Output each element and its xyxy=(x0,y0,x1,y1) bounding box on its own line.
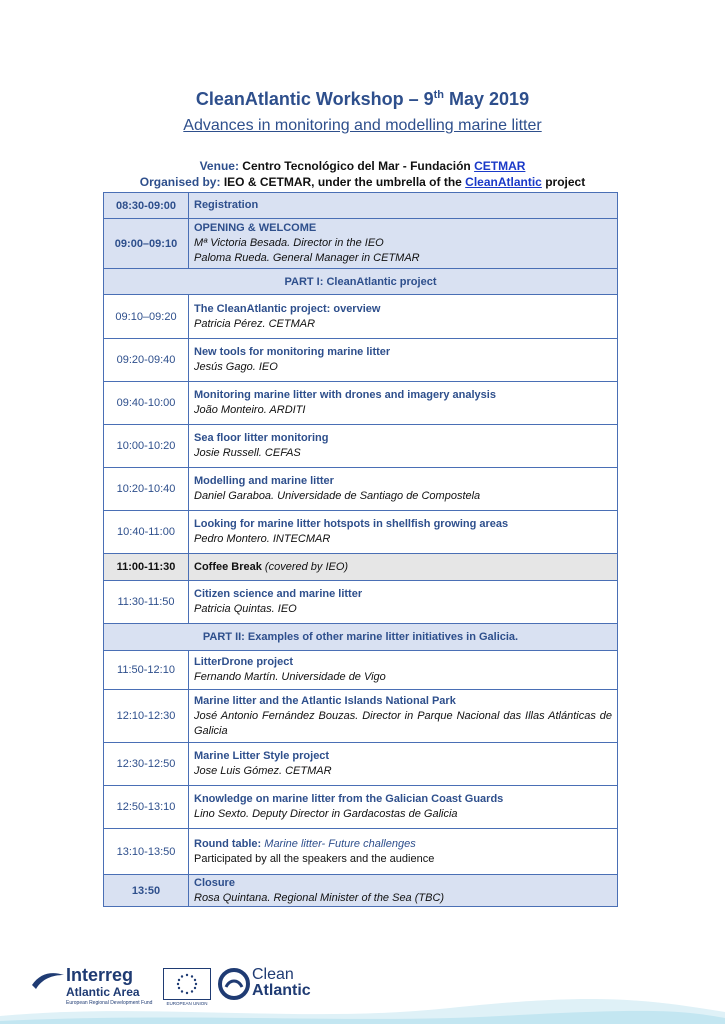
row-desc xyxy=(189,219,618,269)
row-speaker: Daniel Garaboa. Universidade de Santiago de Compostela xyxy=(194,490,481,502)
row-speaker: Jose Luis Gómez. CETMAR xyxy=(194,765,332,777)
row-title: Marine Litter Style project xyxy=(194,750,330,762)
page-title xyxy=(0,89,725,110)
agenda-row xyxy=(104,193,618,219)
row-desc xyxy=(189,581,618,624)
cleanatlantic-logo-icon xyxy=(218,967,250,1001)
row-desc xyxy=(189,468,618,511)
row-speaker: Rosa Quintana. Regional Minister of the Sea (TBC) xyxy=(194,891,445,904)
row-title: Knowledge on marine litter from the Galician Coast Guards xyxy=(194,793,504,805)
row-speaker: Jesús Gago. IEO xyxy=(194,361,278,373)
agenda-row xyxy=(104,295,618,339)
cleanatlantic-link[interactable]: CleanAtlantic xyxy=(465,175,542,189)
row-time: 12:30-12:50 xyxy=(104,743,189,786)
agenda-row xyxy=(104,875,618,907)
row-speaker: João Monteiro. ARDITI xyxy=(194,404,306,416)
row-time: 13:50 xyxy=(104,875,189,907)
cleanatlantic-logo-text xyxy=(252,967,311,999)
row-time: 09:10–09:20 xyxy=(104,295,189,339)
row-title: Coffee Break xyxy=(194,560,265,573)
row-speaker: Patricia Quintas. IEO xyxy=(194,603,297,615)
row-speaker: José Antonio Fernández Bouzas. Director in Parque Nacional das Illas Atlánticas de Galicia xyxy=(194,709,612,737)
organiser-label: Organised by: xyxy=(139,175,221,189)
row-speaker: Patricia Pérez. CETMAR xyxy=(194,317,316,330)
organiser-end: project xyxy=(541,175,586,189)
venue-text: Centro Tecnológico del Mar - Fundación xyxy=(238,159,475,173)
row-title: Registration xyxy=(194,199,259,211)
agenda-row xyxy=(104,581,618,624)
row-title: New tools for monitoring marine litter xyxy=(194,346,391,358)
row-desc xyxy=(189,382,618,425)
section-header xyxy=(104,624,618,651)
agenda-row xyxy=(104,829,618,875)
agenda-row xyxy=(104,468,618,511)
row-title: Sea floor litter monitoring xyxy=(194,432,329,444)
row-title: OPENING & WELCOME xyxy=(194,222,317,234)
organiser-text: IEO & CETMAR, under the umbrella of the xyxy=(220,175,466,189)
agenda-row xyxy=(104,690,618,743)
page-subtitle: Advances in monitoring and modelling marine litter xyxy=(183,117,542,134)
row-desc xyxy=(189,743,618,786)
row-desc xyxy=(189,786,618,829)
row-title: Modelling and marine litter xyxy=(194,475,334,487)
row-title: Round table: xyxy=(194,837,265,850)
interreg-name: Interreg xyxy=(66,965,134,985)
row-speaker: Josie Russell. CEFAS xyxy=(194,447,301,459)
row-time: 10:20-10:40 xyxy=(104,468,189,511)
footer xyxy=(0,955,725,1024)
row-desc xyxy=(189,651,618,690)
agenda-row xyxy=(104,382,618,425)
row-speaker: Pedro Montero. INTECMAR xyxy=(194,533,331,545)
row-speaker: Paloma Rueda. General Manager in CETMAR xyxy=(194,252,420,264)
agenda-row xyxy=(104,786,618,829)
organiser-line xyxy=(0,175,725,189)
row-speaker: Participated by all the speakers and the audience xyxy=(194,852,435,865)
clean-word: Clean xyxy=(252,966,294,983)
agenda-row xyxy=(104,743,618,786)
row-time: 11:00-11:30 xyxy=(104,554,189,581)
row-desc xyxy=(189,875,618,907)
row-title: Monitoring marine litter with drones and imagery analysis xyxy=(194,389,496,401)
eu-stars xyxy=(164,969,210,999)
title-main: CleanAtlantic Workshop – 9 xyxy=(195,89,434,109)
row-desc xyxy=(189,425,618,468)
interreg-fund: European Regional Development Fund xyxy=(66,1000,153,1006)
row-desc xyxy=(189,554,618,581)
interreg-area: Atlantic Area xyxy=(66,985,140,999)
section-title: PART I: CleanAtlantic project xyxy=(104,269,618,295)
agenda-row xyxy=(104,339,618,382)
title-superscript: th xyxy=(433,89,445,101)
row-time: 09:40-10:00 xyxy=(104,382,189,425)
row-time: 11:30-11:50 xyxy=(104,581,189,624)
row-title-italic: Marine litter- Future challenges xyxy=(264,837,416,850)
row-speaker: Mª Victoria Besada. Director in the IEO xyxy=(194,237,384,249)
row-time: 10:00-10:20 xyxy=(104,425,189,468)
row-title: Citizen science and marine litter xyxy=(194,588,363,600)
venue-label: Venue: xyxy=(199,159,239,173)
row-speaker: Fernando Martín. Universidade de Vigo xyxy=(194,671,386,683)
row-note: (covered by IEO) xyxy=(264,560,349,573)
agenda-row xyxy=(104,219,618,269)
row-time: 13:10-13:50 xyxy=(104,829,189,875)
row-desc xyxy=(189,339,618,382)
row-title: Closure xyxy=(194,876,235,889)
row-desc xyxy=(189,511,618,554)
row-title: Looking for marine litter hotspots in shellfish growing areas xyxy=(194,518,509,530)
interreg-swoosh-icon xyxy=(30,969,66,991)
row-time: 11:50-12:10 xyxy=(104,651,189,690)
row-title: The CleanAtlantic project: overview xyxy=(194,302,381,315)
section-title: PART II: Examples of other marine litter initiatives in Galicia. xyxy=(104,624,618,651)
cetmar-link[interactable]: CETMAR xyxy=(474,159,526,173)
atlantic-word: Atlantic xyxy=(252,982,311,999)
row-time: 12:10-12:30 xyxy=(104,690,189,743)
row-desc xyxy=(189,690,618,743)
agenda-row xyxy=(104,511,618,554)
row-title: Marine litter and the Atlantic Islands National Park xyxy=(194,694,456,707)
row-desc xyxy=(189,193,618,219)
agenda-row xyxy=(104,554,618,581)
row-time: 09:00–09:10 xyxy=(104,219,189,269)
agenda-row xyxy=(104,425,618,468)
row-speaker: Lino Sexto. Deputy Director in Gardacostas de Galicia xyxy=(194,808,458,820)
row-time: 12:50-13:10 xyxy=(104,786,189,829)
section-header xyxy=(104,269,618,295)
eu-flag-icon xyxy=(163,968,211,1000)
title-end: May 2019 xyxy=(444,89,530,109)
row-time: 10:40-11:00 xyxy=(104,511,189,554)
row-title: LitterDrone project xyxy=(194,656,294,668)
row-time: 09:20-09:40 xyxy=(104,339,189,382)
agenda-row xyxy=(104,651,618,690)
eu-label: EUROPEAN UNION xyxy=(166,1001,208,1006)
row-time: 08:30-09:00 xyxy=(104,193,189,219)
row-desc xyxy=(189,829,618,875)
venue-line xyxy=(0,159,725,173)
agenda-table xyxy=(103,192,618,907)
row-desc xyxy=(189,295,618,339)
